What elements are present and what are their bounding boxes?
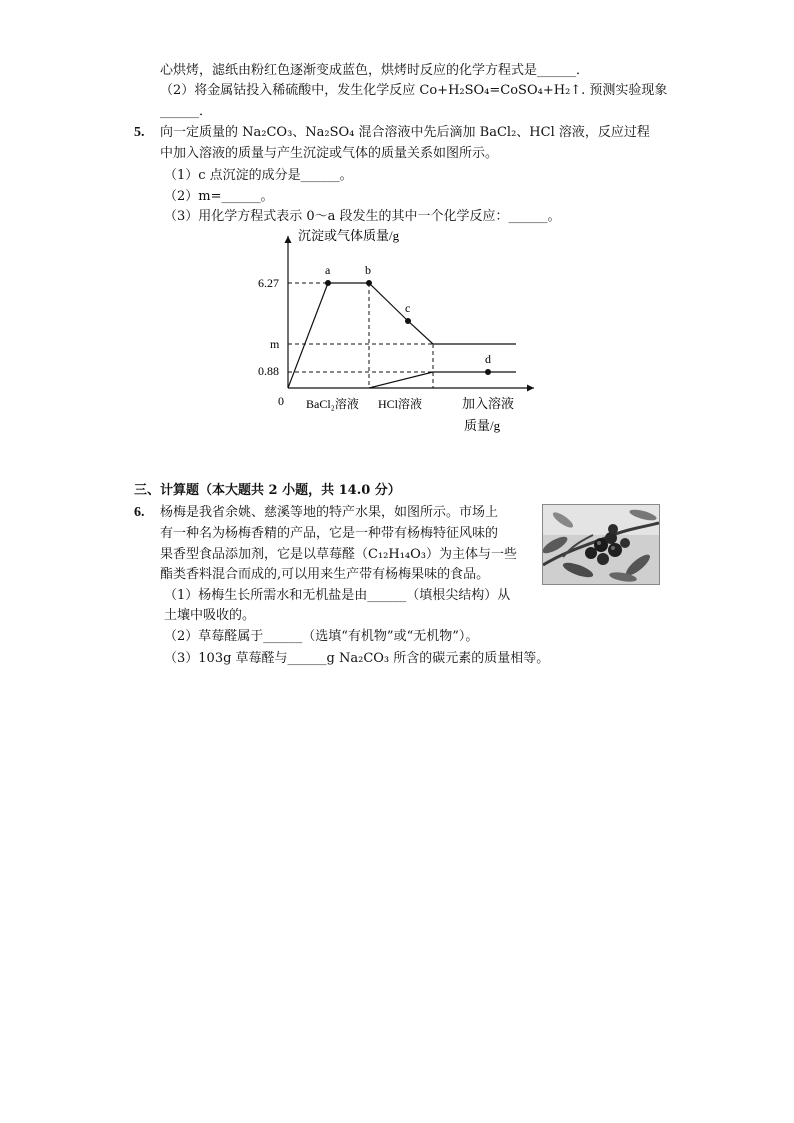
x-segment-label: HCl溶液	[378, 397, 423, 411]
sub-question: （2）m=______。	[164, 189, 274, 204]
point-c	[405, 318, 411, 324]
point-d-label: d	[485, 352, 491, 366]
question-number: 5.	[134, 125, 145, 140]
sub-question: （1）c 点沉淀的成分是______。	[164, 168, 353, 183]
sub-question: 土壤中吸收的。	[164, 608, 256, 623]
question-stem: 果香型食品添加剂，它是以草莓醛（C₁₂H₁₄O₃）为主体与一些	[160, 547, 517, 562]
gas-series-line	[369, 372, 516, 388]
x-axis-label: 加入溶液	[462, 396, 515, 411]
question-stem: 杨梅是我省余姚、慈溪等地的特产水果，如图所示。市场上	[160, 505, 499, 520]
text-line: ______．	[160, 104, 213, 119]
section-heading: 三、计算题（本大题共 2 小题，共 14.0 分）	[134, 483, 401, 498]
x-axis-label: 质量/g	[464, 418, 501, 433]
x-segment-label: BaCl₂溶液	[306, 397, 359, 411]
question-stem: 酯类香料混合而成的,可以用来生产带有杨梅果味的食品。	[160, 567, 490, 582]
question-stem: 有一种名为杨梅香精的产品，它是一种带有杨梅特征风味的	[160, 526, 499, 541]
bayberry-photo	[542, 504, 660, 585]
y-tick-label: m	[270, 337, 280, 351]
y-axis-label: 沉淀或气体质量/g	[298, 228, 400, 243]
question-stem: 向一定质量的 Na₂CO₃、Na₂SO₄ 混合溶液中先后滴加 BaCl₂、HCl 溶液，反应过程	[160, 125, 650, 140]
point-a-label: a	[325, 263, 331, 277]
question-stem: 中加入溶液的质量与产生沉淀或气体的质量关系如图所示。	[160, 146, 499, 161]
origin-label: 0	[278, 394, 284, 408]
sub-question: （2）草莓醛属于______（选填“有机物”或“无机物”）。	[164, 629, 479, 644]
point-b-label: b	[365, 263, 371, 277]
precipitate-gas-chart	[250, 222, 550, 440]
question-number: 6.	[134, 505, 145, 520]
point-b	[366, 280, 372, 286]
sub-question: （1）杨梅生长所需水和无机盐是由______（填根尖结构）从	[164, 588, 511, 603]
point-d	[485, 369, 491, 375]
sub-question: （3）103g 草莓醛与______g Na₂CO₃ 所含的碳元素的质量相等。	[164, 651, 550, 666]
text-line: 心烘烤，滤纸由粉红色逐渐变成蓝色，烘烤时反应的化学方程式是______．	[160, 63, 590, 78]
y-tick-label: 6.27	[258, 276, 279, 290]
y-tick-label: 0.88	[258, 364, 279, 378]
sub-question: （3）用化学方程式表示 0～a 段发生的其中一个化学反应：______。	[164, 209, 561, 224]
point-a	[325, 280, 331, 286]
point-c-label: c	[405, 301, 411, 315]
text-line: （2）将金属钴投入稀硫酸中，发生化学反应 Co+H₂SO₄=CoSO₄+H₂↑. 预测实验现象	[160, 83, 668, 98]
